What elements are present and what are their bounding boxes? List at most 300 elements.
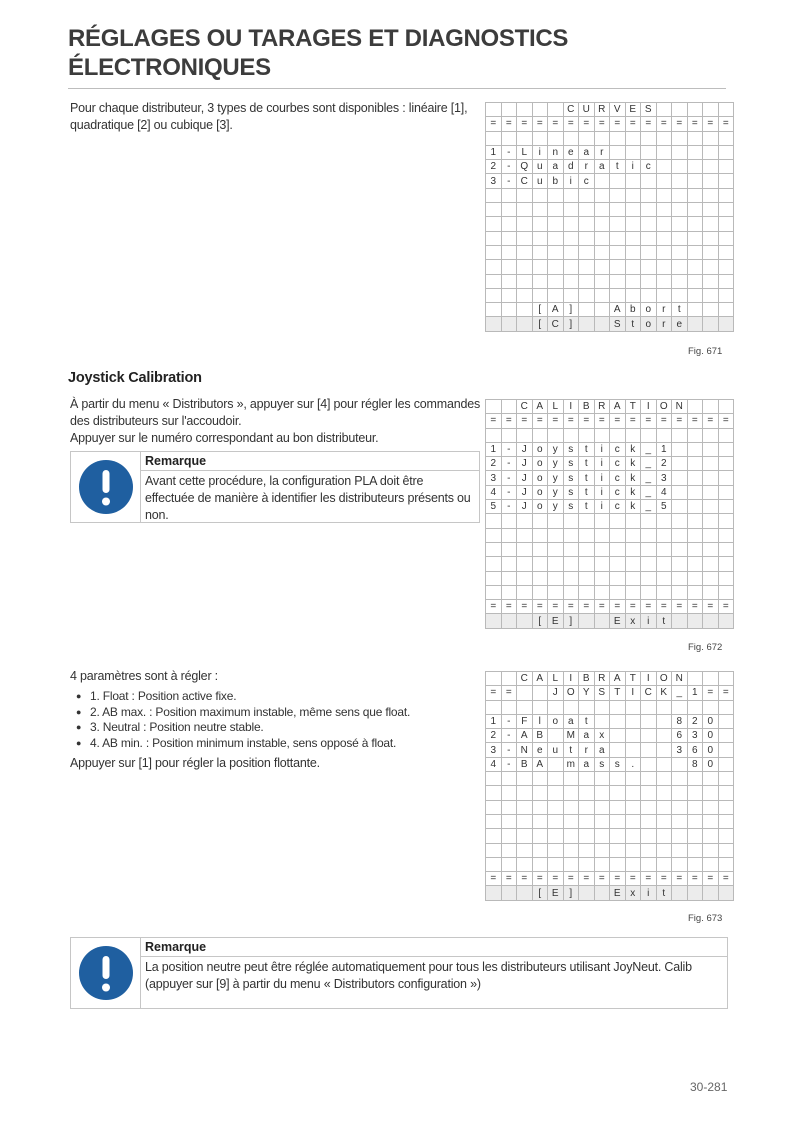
screen-cell: 0 xyxy=(703,714,719,728)
screen-cell: T xyxy=(625,672,641,686)
screen-cell: [ xyxy=(532,886,548,900)
screen-row xyxy=(486,843,734,857)
screen-cell xyxy=(718,317,734,331)
screen-cell xyxy=(625,528,641,542)
screen-cell xyxy=(517,857,533,871)
screen-cell xyxy=(610,288,626,302)
screen-cell xyxy=(610,714,626,728)
screen-cell xyxy=(517,772,533,786)
screen-cell xyxy=(610,772,626,786)
screen-cell xyxy=(641,772,657,786)
screen-cell: 0 xyxy=(703,729,719,743)
screen-cell xyxy=(610,203,626,217)
screen-cell xyxy=(656,131,672,145)
screen-cell xyxy=(703,514,719,528)
screen-cell xyxy=(548,260,564,274)
screen-cell: J xyxy=(548,686,564,700)
screen-cell xyxy=(594,542,610,556)
screen-cell xyxy=(563,260,579,274)
screen-cell xyxy=(501,428,517,442)
screen-row xyxy=(486,700,734,714)
screen-cell: = xyxy=(672,117,688,131)
screen-cell: U xyxy=(579,103,595,117)
screen-cell: = xyxy=(718,414,734,428)
screen-cell xyxy=(579,857,595,871)
screen-cell: y xyxy=(548,500,564,514)
screen-cell xyxy=(672,428,688,442)
screen-cell xyxy=(656,245,672,259)
screen-cell: - xyxy=(501,160,517,174)
section-text: À partir du menu « Distributors », appuyer sur [4] pour régler les commandes des distributeurs sur l'accoudoir. xyxy=(70,397,480,428)
screen-cell xyxy=(656,188,672,202)
screen-cell xyxy=(703,857,719,871)
screen-cell xyxy=(656,288,672,302)
screen-cell: 1 xyxy=(687,686,703,700)
screen-cell xyxy=(486,514,502,528)
screen-cell xyxy=(687,131,703,145)
screen-cell xyxy=(672,886,688,900)
screen-cell xyxy=(517,557,533,571)
screen-cell: r xyxy=(656,317,672,331)
screen-cell xyxy=(486,131,502,145)
screen-cell xyxy=(563,428,579,442)
screen-cell xyxy=(672,814,688,828)
screen-cell: = xyxy=(703,872,719,886)
screen-cell xyxy=(579,217,595,231)
screen-cell xyxy=(687,571,703,585)
screen-cell: = xyxy=(548,414,564,428)
screen-cell: = xyxy=(532,600,548,614)
note-icon-cell xyxy=(71,938,141,1008)
screen-cell xyxy=(672,217,688,231)
screen-cell: = xyxy=(594,872,610,886)
screen-cell xyxy=(687,103,703,117)
screen-cell xyxy=(687,857,703,871)
screen-cell: = xyxy=(579,872,595,886)
screen-cell xyxy=(718,442,734,456)
screen-cell xyxy=(625,131,641,145)
screen-cell xyxy=(517,274,533,288)
screen-cell xyxy=(718,772,734,786)
screen-cell xyxy=(625,700,641,714)
screen-cell: = xyxy=(563,600,579,614)
screen-cell xyxy=(610,571,626,585)
screen-cell xyxy=(656,145,672,159)
screen-cell xyxy=(594,528,610,542)
screen-cell xyxy=(718,528,734,542)
screen-cell xyxy=(718,400,734,414)
screen-row xyxy=(486,514,734,528)
screen-cell xyxy=(501,317,517,331)
screen-cell xyxy=(672,700,688,714)
screen-cell xyxy=(594,317,610,331)
screen-row xyxy=(486,743,734,757)
screen-row xyxy=(486,672,734,686)
screen-cell: [ xyxy=(532,303,548,317)
screen-cell xyxy=(718,672,734,686)
screen-cell: i xyxy=(594,471,610,485)
screen-cell xyxy=(687,614,703,628)
page-number: 30-281 xyxy=(690,1080,728,1094)
screen-cell: = xyxy=(641,117,657,131)
screen-cell xyxy=(579,814,595,828)
screen-cell xyxy=(532,571,548,585)
list-item: ● 3. Neutral : Position neutre stable. xyxy=(76,720,410,736)
screen-cell xyxy=(687,700,703,714)
screen-cell: x xyxy=(625,614,641,628)
screen-cell xyxy=(532,843,548,857)
screen-cell xyxy=(687,843,703,857)
screen-cell: - xyxy=(501,457,517,471)
screen-cell xyxy=(563,514,579,528)
screen-cell: o xyxy=(532,457,548,471)
screen-cell: k xyxy=(625,485,641,499)
screen-cell: 6 xyxy=(687,743,703,757)
screen-row xyxy=(486,471,734,485)
screen-cell xyxy=(656,542,672,556)
screen-row xyxy=(486,160,734,174)
screen-cell xyxy=(610,274,626,288)
screen-cell xyxy=(548,131,564,145)
screen-cell xyxy=(687,557,703,571)
screen-cell xyxy=(656,786,672,800)
screen-cell xyxy=(594,514,610,528)
screen-cell: = xyxy=(610,872,626,886)
screen-row xyxy=(486,757,734,771)
screen-cell xyxy=(703,786,719,800)
screen-cell: e xyxy=(532,743,548,757)
screen-cell xyxy=(718,457,734,471)
screen-row xyxy=(486,600,734,614)
screen-cell xyxy=(625,245,641,259)
screen-cell xyxy=(625,542,641,556)
screen-cell xyxy=(687,174,703,188)
screen-cell xyxy=(486,400,502,414)
screen-cell: = xyxy=(517,414,533,428)
screen-cell xyxy=(703,800,719,814)
screen-cell xyxy=(486,317,502,331)
screen-row xyxy=(486,145,734,159)
screen-row xyxy=(486,772,734,786)
screen-cell: 2 xyxy=(486,457,502,471)
screen-cell xyxy=(656,231,672,245)
screen-cell xyxy=(641,188,657,202)
screen-row xyxy=(486,500,734,514)
screen-cell: 0 xyxy=(703,743,719,757)
screen-cell xyxy=(687,317,703,331)
screen-cell: N xyxy=(517,743,533,757)
screen-cell xyxy=(486,245,502,259)
screen-cell xyxy=(610,700,626,714)
screen-cell xyxy=(672,772,688,786)
screen-cell: = xyxy=(703,414,719,428)
screen-cell: J xyxy=(517,471,533,485)
screen-cell xyxy=(625,571,641,585)
screen-cell xyxy=(563,800,579,814)
screen-cell xyxy=(594,274,610,288)
screen-cell xyxy=(486,800,502,814)
screen-cell xyxy=(517,843,533,857)
screen-cell xyxy=(563,217,579,231)
screen-cell xyxy=(703,843,719,857)
screen-cell: I xyxy=(563,672,579,686)
screen-cell: B xyxy=(532,729,548,743)
screen-cell: u xyxy=(532,160,548,174)
screen-row xyxy=(486,414,734,428)
list-item: ● 1. Float : Position active fixe. xyxy=(76,689,410,705)
screen-cell: m xyxy=(563,757,579,771)
screen-cell xyxy=(610,743,626,757)
screen-cell xyxy=(703,317,719,331)
screen-cell xyxy=(718,843,734,857)
screen-cell: = xyxy=(625,414,641,428)
screen-cell xyxy=(687,188,703,202)
screen-cell: = xyxy=(656,872,672,886)
screen-cell xyxy=(548,829,564,843)
screen-cell xyxy=(656,528,672,542)
screen-cell: t xyxy=(610,160,626,174)
screen-cell: = xyxy=(656,117,672,131)
screen-cell xyxy=(532,814,548,828)
screen-cell xyxy=(486,672,502,686)
screen-cell xyxy=(625,188,641,202)
screen-cell xyxy=(672,457,688,471)
screen-cell xyxy=(517,786,533,800)
screen-cell xyxy=(672,160,688,174)
screen-cell xyxy=(718,231,734,245)
screen-cell xyxy=(532,203,548,217)
screen-cell: o xyxy=(532,500,548,514)
screen-cell: o xyxy=(532,442,548,456)
screen-cell xyxy=(703,400,719,414)
screen-cell xyxy=(579,528,595,542)
screen-cell: t xyxy=(579,442,595,456)
screen-cell xyxy=(610,557,626,571)
screen-cell: = xyxy=(718,872,734,886)
screen-cell xyxy=(548,288,564,302)
screen-cell: S xyxy=(610,317,626,331)
screen-cell xyxy=(703,288,719,302)
screen-cell: T xyxy=(625,400,641,414)
screen-cell xyxy=(703,131,719,145)
screen-cell xyxy=(641,203,657,217)
screen-cell xyxy=(486,829,502,843)
screen-cell: A xyxy=(610,400,626,414)
screen-cell xyxy=(486,288,502,302)
screen-cell: = xyxy=(486,686,502,700)
screen-cell: E xyxy=(625,103,641,117)
screen-cell xyxy=(486,203,502,217)
screen-cell xyxy=(703,203,719,217)
screen-cell xyxy=(656,857,672,871)
screen-cell xyxy=(548,188,564,202)
screen-cell xyxy=(548,428,564,442)
screen-cell xyxy=(687,400,703,414)
screen-row xyxy=(486,303,734,317)
screen-cell: _ xyxy=(641,457,657,471)
screen-cell: I xyxy=(641,672,657,686)
screen-row xyxy=(486,542,734,556)
screen-cell xyxy=(641,542,657,556)
screen-cell: o xyxy=(641,317,657,331)
screen-cell xyxy=(656,217,672,231)
section-heading: Joystick Calibration xyxy=(68,370,202,386)
screen-cell xyxy=(703,485,719,499)
screen-cell xyxy=(656,757,672,771)
screen-cell xyxy=(501,542,517,556)
params-instruction: Appuyer sur [1] pour régler la position flottante. xyxy=(70,756,320,770)
screen-cell: 0 xyxy=(703,757,719,771)
screen-cell xyxy=(625,585,641,599)
screen-cell xyxy=(656,571,672,585)
screen-cell xyxy=(563,131,579,145)
screen-cell xyxy=(563,772,579,786)
screen-cell: = xyxy=(641,414,657,428)
screen-cell xyxy=(703,188,719,202)
screen-cell xyxy=(501,585,517,599)
screen-cell xyxy=(610,829,626,843)
screen-cell xyxy=(548,557,564,571)
screen-cell: = xyxy=(718,117,734,131)
screen-cell xyxy=(594,188,610,202)
screen-cell xyxy=(641,829,657,843)
screen-cell xyxy=(656,700,672,714)
screen-cell xyxy=(486,557,502,571)
screen-cell: = xyxy=(594,600,610,614)
screen-cell xyxy=(625,814,641,828)
screen-cell xyxy=(641,786,657,800)
params-intro: 4 paramètres sont à régler : xyxy=(70,669,218,683)
screen-cell: - xyxy=(501,471,517,485)
screen-cell: J xyxy=(517,442,533,456)
screen-cell: 2 xyxy=(687,714,703,728)
screen-cell: A xyxy=(610,672,626,686)
screen-cell xyxy=(641,743,657,757)
screen-cell xyxy=(579,188,595,202)
screen-cell xyxy=(501,800,517,814)
screen-cell xyxy=(532,786,548,800)
screen-cell: 5 xyxy=(486,500,502,514)
screen-cell xyxy=(594,260,610,274)
screen-cell xyxy=(687,485,703,499)
screen-cell xyxy=(687,542,703,556)
screen-cell: = xyxy=(672,872,688,886)
screen-cell xyxy=(486,217,502,231)
screen-cell: R xyxy=(594,400,610,414)
screen-cell xyxy=(486,528,502,542)
screen-cell xyxy=(641,260,657,274)
screen-row xyxy=(486,203,734,217)
screen-cell xyxy=(486,886,502,900)
screen-cell: = xyxy=(610,414,626,428)
screen-cell xyxy=(563,288,579,302)
screen-cell: = xyxy=(517,872,533,886)
screen-cell xyxy=(610,843,626,857)
screen-cell: C xyxy=(517,672,533,686)
screen-cell: t xyxy=(672,303,688,317)
screen-cell xyxy=(532,800,548,814)
screen-cell xyxy=(672,500,688,514)
screen-row xyxy=(486,614,734,628)
screen-cell: C xyxy=(517,174,533,188)
screen-cell xyxy=(687,231,703,245)
screen-cell: = xyxy=(501,872,517,886)
screen-cell xyxy=(718,757,734,771)
screen-cell: M xyxy=(563,729,579,743)
screen-cell xyxy=(610,188,626,202)
screen-cell xyxy=(641,231,657,245)
screen-cell: 4 xyxy=(486,485,502,499)
screen-cell xyxy=(517,585,533,599)
screen-cell: i xyxy=(532,145,548,159)
screen-cell xyxy=(517,700,533,714)
screen-cell xyxy=(532,557,548,571)
screen-cell xyxy=(532,428,548,442)
screen-cell: 3 xyxy=(486,471,502,485)
screen-cell xyxy=(594,571,610,585)
screen-cell xyxy=(486,428,502,442)
screen-cell xyxy=(672,245,688,259)
screen-cell xyxy=(563,843,579,857)
screen-cell xyxy=(641,428,657,442)
screen-cell xyxy=(672,585,688,599)
screen-cell xyxy=(687,514,703,528)
screen-cell xyxy=(656,203,672,217)
screen-cell: = xyxy=(656,600,672,614)
screen-cell xyxy=(703,571,719,585)
screen-cell xyxy=(610,857,626,871)
screen-cell xyxy=(579,772,595,786)
screen-cell xyxy=(641,131,657,145)
screen-cell xyxy=(672,145,688,159)
screen-cell xyxy=(594,288,610,302)
screen-cell xyxy=(517,886,533,900)
screen-cell xyxy=(625,857,641,871)
screen-cell xyxy=(594,174,610,188)
screen-cell xyxy=(517,814,533,828)
screen-cell: - xyxy=(501,174,517,188)
screen-cell xyxy=(594,428,610,442)
screen-row xyxy=(486,288,734,302)
screen-cell xyxy=(548,514,564,528)
screen-cell: = xyxy=(548,600,564,614)
screen-cell xyxy=(703,231,719,245)
screen-cell xyxy=(579,274,595,288)
screen-cell: x xyxy=(594,729,610,743)
screen-cell xyxy=(625,260,641,274)
screen-cell xyxy=(501,528,517,542)
screen-cell xyxy=(486,303,502,317)
screen-cell xyxy=(625,428,641,442)
screen-row xyxy=(486,117,734,131)
screen-cell xyxy=(486,103,502,117)
screen-cell xyxy=(641,571,657,585)
screen-cell: = xyxy=(548,117,564,131)
screen-cell xyxy=(718,886,734,900)
screen-cell: n xyxy=(548,145,564,159)
screen-cell: o xyxy=(532,471,548,485)
screen-cell: c xyxy=(610,442,626,456)
screen-cell: l xyxy=(532,714,548,728)
screen-cell: t xyxy=(579,485,595,499)
screen-cell: = xyxy=(594,414,610,428)
screen-cell xyxy=(501,857,517,871)
screen-cell xyxy=(532,103,548,117)
screen-cell xyxy=(656,557,672,571)
screen-cell: 8 xyxy=(687,757,703,771)
screen-cell xyxy=(579,542,595,556)
screen-cell xyxy=(501,103,517,117)
